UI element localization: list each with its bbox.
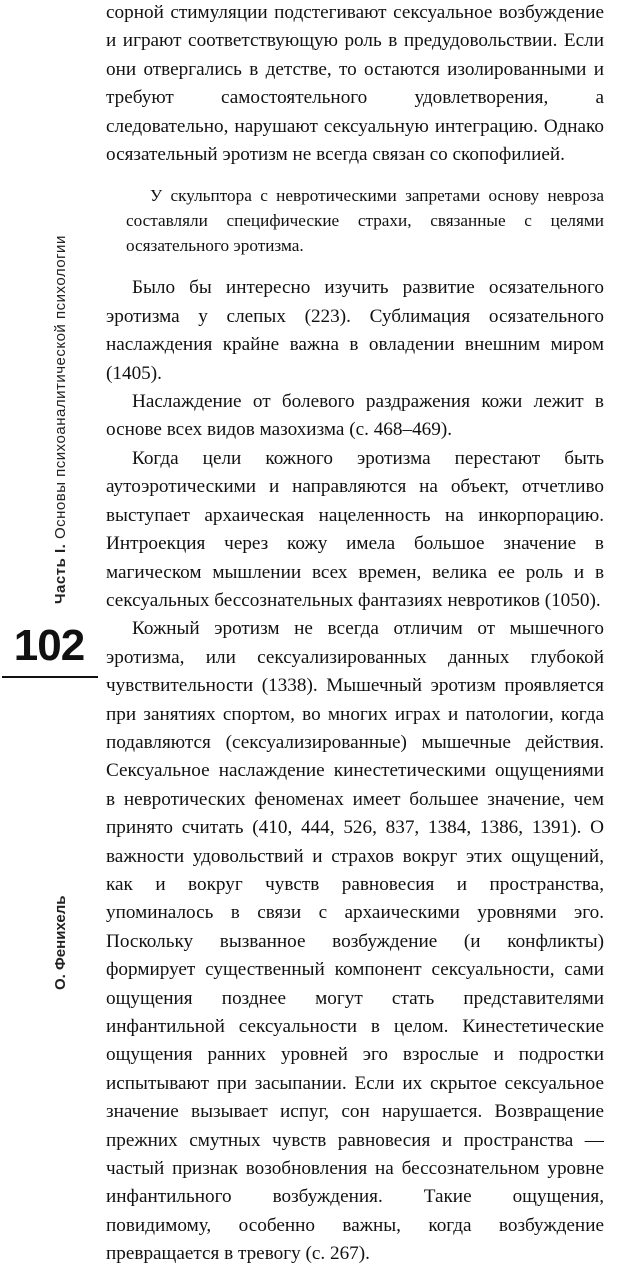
paragraph-continuation: сорной стимуляции подстегивают сексуальное возбуждение и играют соответствующую роль в предудовольствии. Если они отвергались в детстве, то остаются изолированными и требуют самостоятельного удовлетворения, а следовательно, нарушают сексуальную интеграцию. Однако осязательный эротизм не всегда связан со скопофилией.	[106, 2, 604, 166]
running-head-series: Основы психоаналитической психологии	[52, 235, 69, 540]
page-number-rule	[2, 676, 98, 678]
paragraph: Было бы интересно изучить развитие осязательного эротизма у слепых (223). Сублимация осязательного наслаждения крайне важна в овладении внешним миром (1405).	[106, 277, 604, 384]
block-quote: У скульптора с невротическими запретами основу невроза составляли специфические страхи, связанные с целями осязательного эротизма.	[126, 186, 604, 256]
author-name: О. Фенихель	[52, 895, 69, 990]
running-head-part: Часть I.	[52, 543, 69, 604]
paragraph: Когда цели кожного эротизма перестают быть аутоэротическими и направляются на объект, отчетливо выступает архаическая нацеленность на инкорпорацию. Интроекция через кожу имела большое значение в магическом мышлении всех времен, велика ее роль и в сексуальных бессознательных фантазиях невротиков (1050).	[106, 447, 604, 611]
paragraph: Наслаждение от болевого раздражения кожи лежит в основе всех видов мазохизма (с. 468–469).	[106, 391, 604, 441]
page-number: 102	[13, 621, 85, 670]
paragraph: Кожный эротизм не всегда отличим от мышечного эротизма, или сексуализированных данных глубокой чувствительности (1338). Мышечный эротизм проявляется при занятиях спортом, во многих играх и патологии, когда подавляются (сексуализированные) мышечные действия. Сексуальное наслаждение кинестетическими ощущениями в невротических феноменах имеет большее значение, чем принято считать (410, 444, 526, 837, 1384, 1386, 1391). О важности удовольствий и страхов вокруг этих ощущений, как и вокруг чувств равновесия и пространства, упоминалось в связи с архаическими уровнями эго. Поскольку вызванное возбуждение (и конфликты) формирует существенный компонент сексуальности, сами ощущения позднее могут стать представителями инфантильной сексуальности в целом. Кинестетические ощущения ранних уровней эго взрослые и подростки испытывают при засыпании. Если их скрытое сексуальное значение вызывает испуг, сон нарушается. Возвращение прежних смутных чувств равновесия и пространства — частый признак возобновления на бессознательном уровне инфантильного возбуждения. Такие ощущения, повидимому, особенно важны, когда возбуждение превращается в тревогу (с. 267).	[106, 618, 604, 1265]
body-text	[106, 0, 604, 1269]
running-head	[52, 235, 69, 604]
